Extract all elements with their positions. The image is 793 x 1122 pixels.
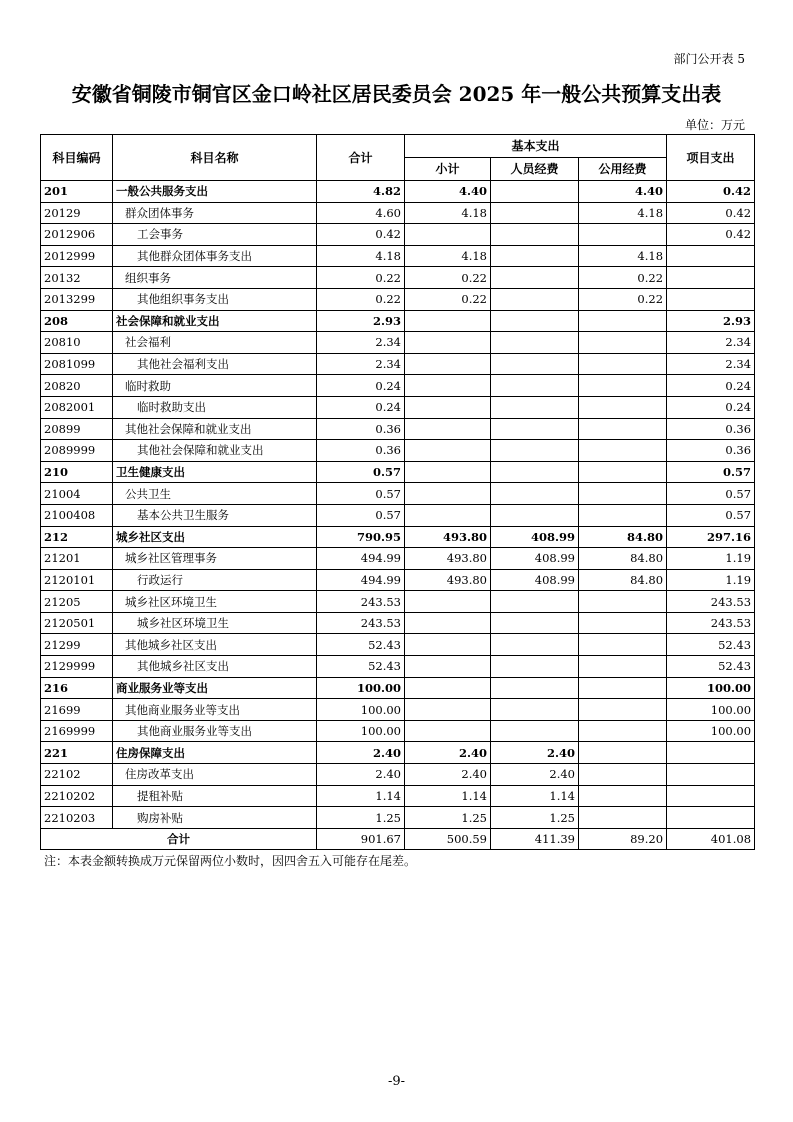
cell-public (579, 785, 667, 807)
cell-public (579, 764, 667, 786)
cell-total: 243.53 (317, 612, 405, 634)
cell-name: 其他城乡社区支出 (113, 656, 317, 678)
table-row (41, 440, 755, 462)
cell-public (579, 677, 667, 699)
cell-name: 城乡社区支出 (113, 526, 317, 548)
cell-personnel (491, 440, 579, 462)
cell-total: 0.57 (317, 483, 405, 505)
cell-public: 84.80 (579, 569, 667, 591)
cell-total: 4.60 (317, 202, 405, 224)
cell-personnel (491, 310, 579, 332)
cell-personnel (491, 591, 579, 613)
cell-code: 2120101 (41, 569, 113, 591)
cell-name: 社会福利 (113, 332, 317, 354)
cell-total: 790.95 (317, 526, 405, 548)
cell-total: 0.42 (317, 224, 405, 246)
cell-total: 100.00 (317, 677, 405, 699)
cell-total: 0.22 (317, 267, 405, 289)
cell-personnel (491, 288, 579, 310)
cell-code: 20132 (41, 267, 113, 289)
table-header (41, 135, 755, 181)
cell-subtotal: 2.40 (405, 764, 491, 786)
cell-code: 20810 (41, 332, 113, 354)
cell-public: 84.80 (579, 548, 667, 570)
cell-code: 2012999 (41, 245, 113, 267)
table-row (41, 396, 755, 418)
cell-code: 2100408 (41, 504, 113, 526)
header-project: 项目支出 (667, 135, 755, 181)
table-row (41, 332, 755, 354)
cell-personnel (491, 396, 579, 418)
cell-project (667, 245, 755, 267)
table-row (41, 288, 755, 310)
cell-public: 4.40 (579, 181, 667, 203)
cell-public (579, 612, 667, 634)
cell-name: 城乡社区环境卫生 (113, 591, 317, 613)
cell-code: 21205 (41, 591, 113, 613)
cell-name: 公共卫生 (113, 483, 317, 505)
cell-subtotal (405, 612, 491, 634)
cell-personnel: 1.25 (491, 807, 579, 829)
cell-personnel (491, 245, 579, 267)
cell-project (667, 267, 755, 289)
table-row (41, 310, 755, 332)
cell-total: 0.36 (317, 440, 405, 462)
cell-personnel: 1.14 (491, 785, 579, 807)
table-row (41, 353, 755, 375)
cell-project (667, 807, 755, 829)
cell-total: 1.25 (317, 807, 405, 829)
total-cell-subtotal: 500.59 (405, 828, 491, 850)
cell-subtotal: 2.40 (405, 742, 491, 764)
cell-code: 2081099 (41, 353, 113, 375)
table-row (41, 504, 755, 526)
cell-name: 群众团体事务 (113, 202, 317, 224)
cell-name: 其他社会保障和就业支出 (113, 418, 317, 440)
cell-code: 210 (41, 461, 113, 483)
cell-total: 2.34 (317, 353, 405, 375)
cell-public (579, 224, 667, 246)
cell-subtotal (405, 224, 491, 246)
table-row (41, 245, 755, 267)
cell-public: 0.22 (579, 288, 667, 310)
cell-subtotal (405, 353, 491, 375)
cell-code: 2120501 (41, 612, 113, 634)
cell-subtotal (405, 656, 491, 678)
table-body (41, 181, 755, 829)
cell-personnel (491, 375, 579, 397)
cell-project (667, 785, 755, 807)
table-row (41, 591, 755, 613)
cell-public (579, 742, 667, 764)
cell-project: 2.34 (667, 353, 755, 375)
cell-public (579, 634, 667, 656)
cell-subtotal (405, 332, 491, 354)
table-row (41, 569, 755, 591)
cell-name: 住房保障支出 (113, 742, 317, 764)
cell-name: 社会保障和就业支出 (113, 310, 317, 332)
cell-project: 100.00 (667, 699, 755, 721)
cell-subtotal: 1.25 (405, 807, 491, 829)
cell-public (579, 396, 667, 418)
cell-name: 临时救助支出 (113, 396, 317, 418)
cell-code: 2210202 (41, 785, 113, 807)
cell-code: 21201 (41, 548, 113, 570)
cell-name: 城乡社区环境卫生 (113, 612, 317, 634)
table-row (41, 807, 755, 829)
unit-label: 单位：万元 (684, 118, 745, 132)
total-cell-personnel: 411.39 (491, 828, 579, 850)
cell-personnel: 2.40 (491, 742, 579, 764)
table-row (41, 785, 755, 807)
cell-personnel (491, 634, 579, 656)
cell-project: 0.36 (667, 418, 755, 440)
cell-public (579, 807, 667, 829)
table-row (41, 634, 755, 656)
cell-total: 4.18 (317, 245, 405, 267)
cell-personnel (491, 504, 579, 526)
cell-total: 100.00 (317, 720, 405, 742)
cell-project: 297.16 (667, 526, 755, 548)
cell-project: 0.42 (667, 181, 755, 203)
cell-project (667, 764, 755, 786)
table-row (41, 375, 755, 397)
table-row (41, 720, 755, 742)
cell-total: 4.82 (317, 181, 405, 203)
document-label: 部门公开表 5 (673, 52, 745, 66)
cell-name: 购房补贴 (113, 807, 317, 829)
cell-subtotal: 4.18 (405, 245, 491, 267)
cell-public (579, 483, 667, 505)
header-personnel: 人员经费 (491, 158, 579, 181)
cell-code: 21299 (41, 634, 113, 656)
total-cell-project: 401.08 (667, 828, 755, 850)
cell-total: 52.43 (317, 656, 405, 678)
cell-total: 2.34 (317, 332, 405, 354)
cell-project: 2.34 (667, 332, 755, 354)
cell-personnel (491, 612, 579, 634)
table-row (41, 461, 755, 483)
page-title: 安徽省铜陵市铜官区金口岭社区居民委员会 2025 年一般公共预算支出表 (71, 82, 722, 106)
cell-code: 201 (41, 181, 113, 203)
cell-project (667, 288, 755, 310)
cell-project: 0.24 (667, 396, 755, 418)
cell-project (667, 742, 755, 764)
cell-name: 其他社会福利支出 (113, 353, 317, 375)
cell-subtotal: 493.80 (405, 526, 491, 548)
cell-subtotal: 1.14 (405, 785, 491, 807)
table-row (41, 677, 755, 699)
cell-name: 工会事务 (113, 224, 317, 246)
cell-project: 0.36 (667, 440, 755, 462)
cell-personnel: 408.99 (491, 526, 579, 548)
cell-code: 2210203 (41, 807, 113, 829)
cell-project: 0.42 (667, 224, 755, 246)
cell-total: 0.22 (317, 288, 405, 310)
header-name: 科目名称 (113, 135, 317, 181)
cell-public: 0.22 (579, 267, 667, 289)
cell-project: 100.00 (667, 677, 755, 699)
cell-name: 其他社会保障和就业支出 (113, 440, 317, 462)
table-row (41, 267, 755, 289)
table-row (41, 742, 755, 764)
cell-name: 城乡社区管理事务 (113, 548, 317, 570)
cell-public (579, 310, 667, 332)
cell-subtotal (405, 699, 491, 721)
cell-name: 提租补贴 (113, 785, 317, 807)
total-cell-total: 901.67 (317, 828, 405, 850)
cell-public (579, 375, 667, 397)
cell-name: 其他组织事务支出 (113, 288, 317, 310)
cell-subtotal (405, 375, 491, 397)
table-row (41, 612, 755, 634)
header-subtotal: 小计 (405, 158, 491, 181)
cell-public (579, 353, 667, 375)
cell-code: 208 (41, 310, 113, 332)
cell-name: 商业服务业等支出 (113, 677, 317, 699)
cell-total: 2.93 (317, 310, 405, 332)
cell-code: 22102 (41, 764, 113, 786)
cell-name: 基本公共卫生服务 (113, 504, 317, 526)
cell-personnel (491, 656, 579, 678)
cell-name: 临时救助 (113, 375, 317, 397)
cell-personnel (491, 461, 579, 483)
cell-total: 100.00 (317, 699, 405, 721)
table-row (41, 764, 755, 786)
cell-public (579, 504, 667, 526)
cell-public: 84.80 (579, 526, 667, 548)
cell-code: 2082001 (41, 396, 113, 418)
cell-personnel (491, 202, 579, 224)
cell-subtotal (405, 677, 491, 699)
cell-subtotal: 4.18 (405, 202, 491, 224)
table-row (41, 418, 755, 440)
cell-total: 0.57 (317, 504, 405, 526)
total-cell-public: 89.20 (579, 828, 667, 850)
cell-name: 住房改革支出 (113, 764, 317, 786)
cell-subtotal (405, 720, 491, 742)
cell-project: 0.24 (667, 375, 755, 397)
cell-public: 4.18 (579, 245, 667, 267)
cell-personnel: 408.99 (491, 569, 579, 591)
cell-project: 52.43 (667, 634, 755, 656)
cell-subtotal (405, 634, 491, 656)
cell-subtotal: 4.40 (405, 181, 491, 203)
cell-project: 1.19 (667, 548, 755, 570)
cell-name: 其他商业服务业等支出 (113, 699, 317, 721)
cell-total: 0.24 (317, 375, 405, 397)
cell-total: 2.40 (317, 742, 405, 764)
header-basic: 基本支出 (405, 135, 667, 158)
cell-code: 221 (41, 742, 113, 764)
cell-subtotal (405, 504, 491, 526)
cell-total: 0.36 (317, 418, 405, 440)
cell-subtotal (405, 310, 491, 332)
cell-name: 一般公共服务支出 (113, 181, 317, 203)
cell-total: 0.24 (317, 396, 405, 418)
cell-subtotal (405, 591, 491, 613)
cell-code: 216 (41, 677, 113, 699)
cell-name: 其他商业服务业等支出 (113, 720, 317, 742)
cell-public (579, 720, 667, 742)
cell-subtotal (405, 396, 491, 418)
cell-name: 卫生健康支出 (113, 461, 317, 483)
cell-name: 组织事务 (113, 267, 317, 289)
cell-personnel (491, 224, 579, 246)
cell-personnel (491, 699, 579, 721)
cell-project: 0.42 (667, 202, 755, 224)
cell-public (579, 591, 667, 613)
budget-table (40, 134, 755, 850)
cell-subtotal (405, 440, 491, 462)
cell-project: 0.57 (667, 461, 755, 483)
table-row (41, 699, 755, 721)
cell-total: 494.99 (317, 548, 405, 570)
cell-project: 2.93 (667, 310, 755, 332)
cell-project: 52.43 (667, 656, 755, 678)
cell-project: 100.00 (667, 720, 755, 742)
cell-code: 20820 (41, 375, 113, 397)
cell-total: 1.14 (317, 785, 405, 807)
table-row (41, 656, 755, 678)
cell-personnel (491, 181, 579, 203)
cell-public (579, 418, 667, 440)
header-public: 公用经费 (579, 158, 667, 181)
cell-subtotal: 0.22 (405, 267, 491, 289)
cell-code: 212 (41, 526, 113, 548)
cell-public (579, 656, 667, 678)
cell-public: 4.18 (579, 202, 667, 224)
cell-total: 2.40 (317, 764, 405, 786)
cell-public (579, 440, 667, 462)
cell-personnel (491, 267, 579, 289)
total-row (41, 828, 755, 850)
cell-project: 0.57 (667, 504, 755, 526)
cell-subtotal (405, 461, 491, 483)
cell-personnel: 408.99 (491, 548, 579, 570)
header-code: 科目编码 (41, 135, 113, 181)
cell-personnel: 2.40 (491, 764, 579, 786)
cell-code: 2169999 (41, 720, 113, 742)
table-row (41, 181, 755, 203)
cell-public (579, 332, 667, 354)
cell-name: 其他群众团体事务支出 (113, 245, 317, 267)
cell-personnel (491, 332, 579, 354)
page-number: -9- (387, 1074, 406, 1089)
cell-code: 21004 (41, 483, 113, 505)
cell-personnel (491, 418, 579, 440)
cell-project: 0.57 (667, 483, 755, 505)
table-row (41, 526, 755, 548)
cell-code: 2012906 (41, 224, 113, 246)
cell-name: 其他城乡社区支出 (113, 634, 317, 656)
cell-subtotal (405, 418, 491, 440)
cell-code: 2129999 (41, 656, 113, 678)
total-label: 合计 (41, 828, 317, 850)
cell-total: 494.99 (317, 569, 405, 591)
cell-code: 20899 (41, 418, 113, 440)
cell-project: 243.53 (667, 591, 755, 613)
header-total: 合计 (317, 135, 405, 181)
cell-code: 2013299 (41, 288, 113, 310)
table-row (41, 548, 755, 570)
cell-personnel (491, 677, 579, 699)
cell-code: 20129 (41, 202, 113, 224)
cell-total: 52.43 (317, 634, 405, 656)
cell-name: 行政运行 (113, 569, 317, 591)
cell-subtotal: 0.22 (405, 288, 491, 310)
cell-code: 2089999 (41, 440, 113, 462)
cell-project: 243.53 (667, 612, 755, 634)
cell-total: 243.53 (317, 591, 405, 613)
cell-personnel (491, 353, 579, 375)
table-row (41, 483, 755, 505)
cell-total: 0.57 (317, 461, 405, 483)
table-row (41, 224, 755, 246)
table-row (41, 202, 755, 224)
cell-project: 1.19 (667, 569, 755, 591)
cell-subtotal: 493.80 (405, 548, 491, 570)
cell-personnel (491, 720, 579, 742)
cell-public (579, 699, 667, 721)
cell-subtotal: 493.80 (405, 569, 491, 591)
cell-code: 21699 (41, 699, 113, 721)
cell-personnel (491, 483, 579, 505)
cell-subtotal (405, 483, 491, 505)
table-note: 注：本表金额转换成万元保留两位小数时，因四舍五入可能存在尾差。 (44, 854, 417, 868)
cell-public (579, 461, 667, 483)
